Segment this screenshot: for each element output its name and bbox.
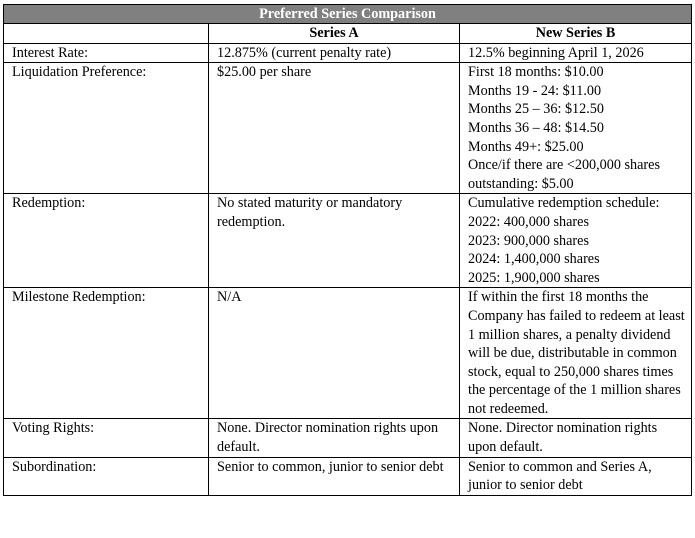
series-b-line: Months 25 – 36: $12.50 xyxy=(468,101,604,118)
table-row xyxy=(4,457,692,495)
series-b-line: Months 49+: $25.00 xyxy=(468,138,584,155)
header-blank xyxy=(4,24,209,44)
header-series-b: New Series B xyxy=(460,24,692,44)
row-label: Voting Rights: xyxy=(4,419,209,457)
series-a-cell: $25.00 per share xyxy=(209,63,460,194)
table-row xyxy=(4,288,692,419)
series-a-cell: N/A xyxy=(209,288,460,419)
table-row xyxy=(4,43,692,63)
series-b-line: 2024: 1,400,000 shares xyxy=(468,251,600,268)
header-row xyxy=(4,24,692,44)
series-b-cell xyxy=(460,419,692,457)
series-b-line: 2025: 1,900,000 shares xyxy=(468,269,600,286)
series-b-cell xyxy=(460,43,692,63)
series-b-line: If within the first 18 months the Company has failed to redeem at least 1 million shares, a penalty dividend will be due, distributable in common stock, equal to 250,000 shares times the percentage of the 1 million shares not redeemed. xyxy=(468,289,685,417)
table-row xyxy=(4,194,692,288)
table-title: Preferred Series Comparison xyxy=(4,5,692,24)
series-b-line: Months 19 - 24: $11.00 xyxy=(468,82,602,99)
title-row xyxy=(4,5,692,24)
series-b-line: Senior to common and Series A, junior to senior debt xyxy=(468,458,652,494)
series-b-line: 12.5% beginning April 1, 2026 xyxy=(468,44,644,61)
row-label: Subordination: xyxy=(4,457,209,495)
header-series-a: Series A xyxy=(209,24,460,44)
row-label: Liquidation Preference: xyxy=(4,63,209,194)
series-b-line: Cumulative redemption schedule: xyxy=(468,195,660,212)
series-b-line: Once/if there are <200,000 shares outstanding: $5.00 xyxy=(468,157,660,192)
series-b-cell xyxy=(460,194,692,288)
row-label: Milestone Redemption: xyxy=(4,288,209,419)
series-a-cell: 12.875% (current penalty rate) xyxy=(209,43,460,63)
series-b-line: First 18 months: $10.00 xyxy=(468,64,604,81)
row-label: Redemption: xyxy=(4,194,209,288)
series-a-cell: None. Director nomination rights upon default. xyxy=(209,419,460,457)
table-row xyxy=(4,63,692,194)
series-b-line: 2022: 400,000 shares xyxy=(468,213,589,230)
row-label: Interest Rate: xyxy=(4,43,209,63)
series-a-cell: No stated maturity or mandatory redemption. xyxy=(209,194,460,288)
table-row xyxy=(4,419,692,457)
series-a-cell: Senior to common, junior to senior debt xyxy=(209,457,460,495)
series-b-line: Months 36 – 48: $14.50 xyxy=(468,119,604,136)
series-b-cell xyxy=(460,288,692,419)
series-b-line: None. Director nomination rights upon default. xyxy=(468,420,658,456)
preferred-series-comparison-table xyxy=(3,4,692,496)
series-b-line: 2023: 900,000 shares xyxy=(468,232,589,249)
series-b-cell xyxy=(460,457,692,495)
series-b-cell xyxy=(460,63,692,194)
